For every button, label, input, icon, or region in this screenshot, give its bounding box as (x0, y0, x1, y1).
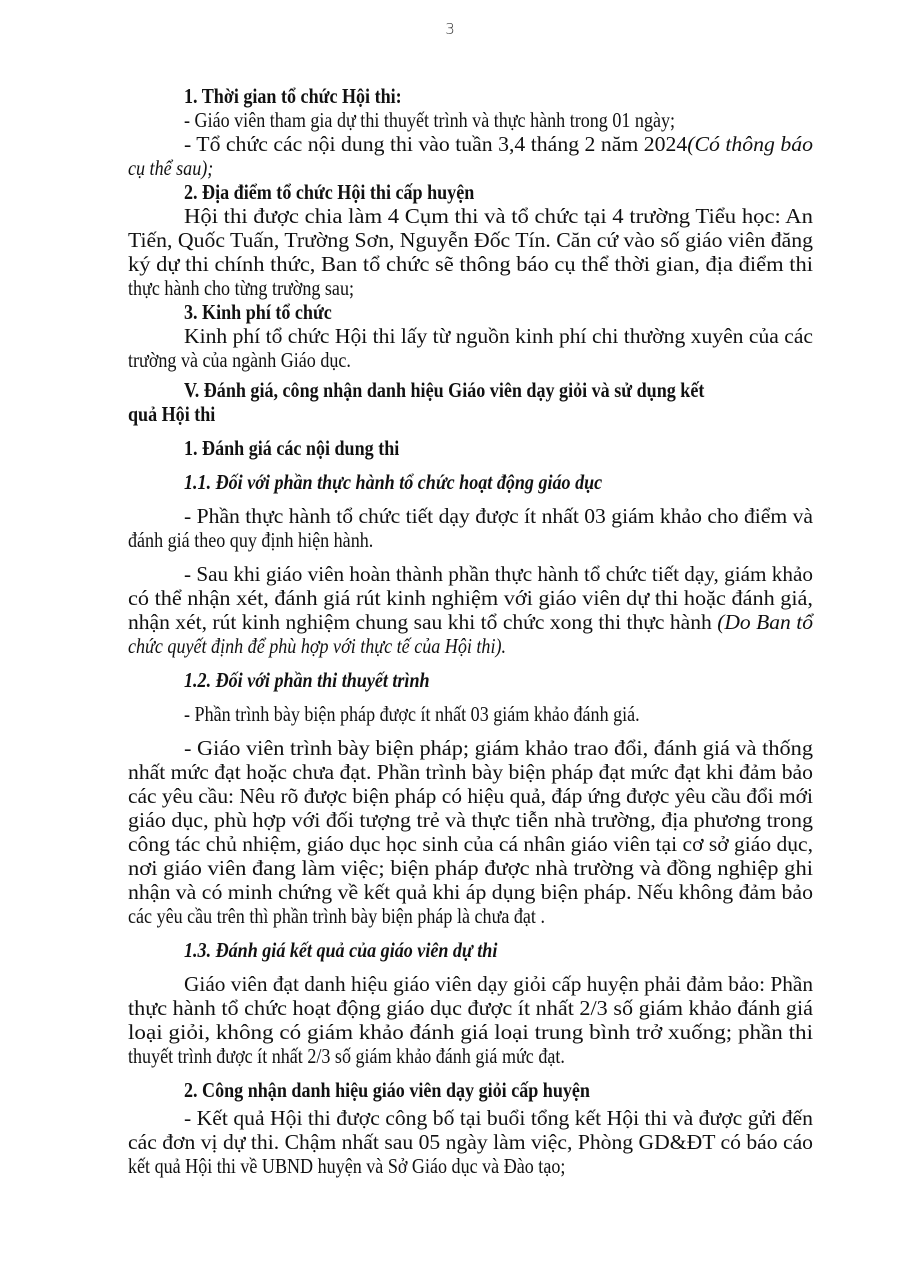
text-line (128, 610, 813, 634)
subsection-heading (128, 470, 813, 494)
text-line (128, 204, 813, 228)
line-text: các đơn vị dự thi. Chậm nhất sau 05 ngày làm việc, Phòng GD&ĐT có báo cáo (128, 1130, 813, 1154)
heading-text: 2. Công nhận danh hiệu giáo viên dạy giỏi cấp huyện (184, 1078, 590, 1102)
text-line (128, 972, 813, 996)
line-text: nơi giáo viên đang làm việc; biện pháp được nhà trường và đồng nghiệp ghi (128, 856, 813, 880)
text-line (128, 1154, 813, 1178)
text-line (128, 528, 813, 552)
text-line (128, 1106, 813, 1130)
line-text: - Phần thực hành tổ chức tiết dạy được ít nhất 03 giám khảo cho điểm và (184, 504, 813, 528)
line-text-italic: cụ thể sau); (128, 156, 214, 180)
heading-text: 3. Kinh phí tổ chức (184, 300, 332, 324)
line-text: thuyết trình được ít nhất 2/3 số giám khảo đánh giá mức đạt. (128, 1044, 565, 1068)
text-line (128, 252, 813, 276)
line-text: công tác chủ nhiệm, giáo dục học sinh của cá nhân giáo viên tại cơ sở giáo dục, (128, 832, 813, 856)
line-text: - Phần trình bày biện pháp được ít nhất 03 giám khảo đánh giá. (184, 702, 640, 726)
line-text: có thể nhận xét, đánh giá rút kinh nghiệm với giáo viên dự thi hoặc đánh giá, (128, 586, 813, 610)
line-text: đánh giá theo quy định hiện hành. (128, 528, 374, 552)
chapter-heading (128, 402, 813, 426)
chapter-heading (128, 378, 813, 402)
line-text: Kinh phí tổ chức Hội thi lấy từ nguồn kinh phí chi thường xuyên của các (184, 324, 813, 348)
line-text: trường và của ngành Giáo dục. (128, 348, 351, 372)
heading-text: quả Hội thi (128, 402, 216, 426)
text-line (128, 1044, 813, 1068)
line-text: Hội thi được chia làm 4 Cụm thi và tổ chức tại 4 trường Tiểu học: An (184, 204, 814, 228)
page-number: 3 (445, 20, 455, 38)
text-line (128, 832, 813, 856)
line-text: Tiến, Quốc Tuấn, Trường Sơn, Nguyễn Đốc Tín. Căn cứ vào số giáo viên đăng (128, 228, 813, 252)
heading-text: V. Đánh giá, công nhận danh hiệu Giáo viên dạy giỏi và sử dụng kết (184, 378, 705, 402)
section-heading (128, 1078, 813, 1102)
text-line (128, 348, 813, 372)
text-line (128, 634, 813, 658)
text-line (128, 132, 813, 156)
text-line (128, 562, 813, 586)
line-text: thực hành tổ chức hoạt động giáo dục được ít nhất 2/3 số giám khảo đánh giá (128, 996, 813, 1020)
line-text: các yêu cầu: Nêu rõ được biện pháp có hiệu quả, đáp ứng được yêu cầu đổi mới (128, 784, 814, 808)
text-line (128, 108, 813, 132)
line-text: thực hành cho từng trường sau; (128, 276, 355, 300)
text-line (128, 996, 813, 1020)
subsection-heading (128, 668, 813, 692)
text-line (128, 276, 813, 300)
section-heading (128, 300, 813, 324)
line-text: giáo dục, phù hợp với đối tượng trẻ và thực tiễn nhà trường, địa phương trong (128, 808, 813, 832)
text-line (128, 586, 813, 610)
section-heading (128, 84, 813, 108)
line-text-italic: (Có thông báo (687, 132, 813, 156)
line-text (184, 132, 813, 156)
line-text-italic: (Do Ban tổ (717, 610, 813, 634)
line-text: - Kết quả Hội thi được công bố tại buổi tổng kết Hội thi và được gửi đến (184, 1106, 813, 1130)
text-line (128, 736, 813, 760)
text-line (128, 904, 813, 928)
line-text: kết quả Hội thi về UBND huyện và Sở Giáo dục và Đào tạo; (128, 1154, 566, 1178)
text-line (128, 228, 813, 252)
section-heading (128, 436, 813, 460)
section-heading (128, 180, 813, 204)
text-line (128, 1020, 813, 1044)
line-text-regular: - Tổ chức các nội dung thi vào tuần 3,4 tháng 2 năm 2024 (184, 132, 688, 156)
line-text: - Giáo viên trình bày biện pháp; giám khảo trao đổi, đánh giá và thống (184, 736, 813, 760)
text-line (128, 504, 813, 528)
heading-text: 1.1. Đối với phần thực hành tổ chức hoạt động giáo dục (184, 470, 603, 494)
text-line (128, 156, 813, 180)
text-line (128, 880, 813, 904)
line-text-italic: chức quyết định để phù hợp với thực tế của Hội thi). (128, 634, 507, 658)
heading-text: 2. Địa điểm tổ chức Hội thi cấp huyện (184, 180, 475, 204)
text-line (128, 702, 813, 726)
subsection-heading (128, 938, 813, 962)
heading-text: 1.3. Đánh giá kết quả của giáo viên dự thi (184, 938, 498, 962)
text-line (128, 1130, 813, 1154)
line-text: các yêu cầu trên thì phần trình bày biện pháp là chưa đạt . (128, 904, 545, 928)
text-line (128, 856, 813, 880)
line-text: ký dự thi chính thức, Ban tổ chức sẽ thông báo cụ thể thời gian, địa điểm thi (128, 252, 813, 276)
line-text: nhận và có minh chứng về kết quả khi áp dụng biện pháp. Nếu không đảm bảo (128, 880, 813, 904)
line-text: - Giáo viên tham gia dự thi thuyết trình và thực hành trong 01 ngày; (184, 108, 676, 132)
text-line (128, 808, 813, 832)
line-text: Giáo viên đạt danh hiệu giáo viên dạy giỏi cấp huyện phải đảm bảo: Phần (184, 972, 813, 996)
text-line (128, 324, 813, 348)
line-text: loại giỏi, không có giám khảo đánh giá loại trung bình trở xuống; phần thi (128, 1020, 813, 1044)
text-line (128, 784, 813, 808)
heading-text: 1.2. Đối với phần thi thuyết trình (184, 668, 430, 692)
document-body (128, 84, 813, 1178)
line-text-regular: nhận xét, rút kinh nghiệm chung sau khi tổ chức xong thi thực hành (128, 610, 718, 634)
heading-text: 1. Đánh giá các nội dung thi (184, 436, 400, 460)
text-line (128, 760, 813, 784)
line-text: - Sau khi giáo viên hoàn thành phần thực hành tổ chức tiết dạy, giám khảo (184, 562, 813, 586)
heading-text: 1. Thời gian tổ chức Hội thi: (184, 84, 402, 108)
line-text: nhất mức đạt hoặc chưa đạt. Phần trình bày biện pháp đạt mức đạt khi đảm bảo (128, 760, 813, 784)
